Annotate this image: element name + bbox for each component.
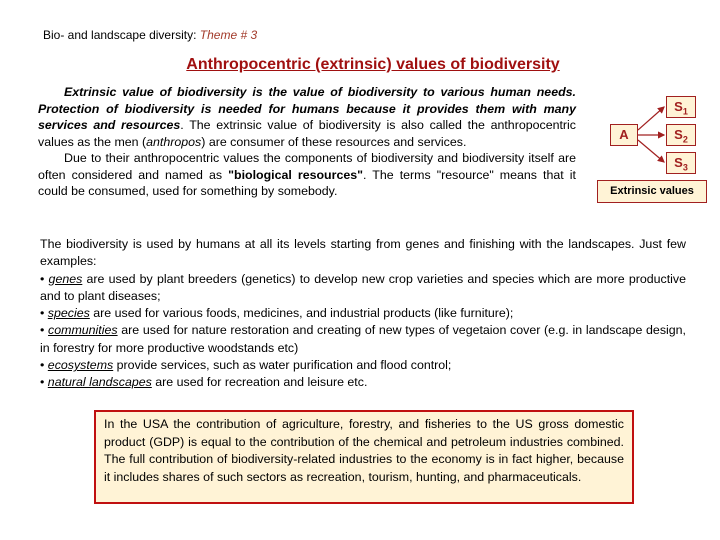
extrinsic-diagram	[592, 86, 708, 204]
node-s1-label: S	[674, 99, 683, 114]
node-s2-sub: 2	[682, 134, 688, 145]
item-term-communities: communities	[48, 323, 118, 338]
node-s2	[666, 124, 696, 146]
bullet: •	[40, 375, 45, 390]
list-item	[40, 322, 686, 357]
usa-callout-box: In the USA the contribution of agriculture, forestry, and fisheries to the US gross domestic product (GDP) is equal to the contribution of the chemical and petroleum industries combined. The full contribution of biodiversity-related industries to the economy is in fact higher, because it includes shares of such sectors as recreation, tourism, hunting, and pharmaceuticals.	[94, 410, 634, 504]
uses-intro: The biodiversity is used by humans at all its levels starting from genes and finishing with the landscapes. Just few examples:	[40, 237, 686, 269]
list-item	[40, 374, 686, 391]
node-s3-label: S	[674, 155, 683, 170]
intro-p2-a: Due to their anthropocentric values the components of biodiversity and biodiversity itself are often considered and named as	[38, 151, 576, 182]
node-s3-sub: 3	[682, 162, 688, 173]
item-text: are used for recreation and leisure etc.	[151, 375, 368, 390]
item-term-species: species	[47, 306, 90, 321]
bullet: •	[40, 271, 45, 286]
intro-p2-b: . The terms "resource" means that it could be consumed, used for something by somebody.	[38, 167, 576, 198]
node-a: A	[610, 124, 638, 146]
extrinsic-values-label: Extrinsic values	[597, 180, 707, 203]
node-s2-label: S	[674, 127, 683, 142]
item-term-natural-landscapes: natural landscapes	[47, 375, 152, 390]
list-item	[40, 271, 686, 306]
uses-section	[40, 236, 686, 392]
list-item	[40, 357, 686, 374]
node-s1-sub: 1	[682, 106, 688, 117]
item-text: are used by plant breeders (genetics) to develop new crop varieties and species which are more productive and to plant diseases;	[40, 271, 686, 303]
item-text: are used for various foods, medicines, and industrial products (like furniture);	[89, 306, 514, 321]
bullet: •	[40, 323, 45, 338]
list-item	[40, 305, 686, 322]
item-term-genes: genes	[48, 271, 83, 286]
intro-biological-resources: "biological resources"	[228, 167, 363, 182]
arrow-a-s1	[638, 107, 664, 130]
intro-text-a: . The extrinsic value of biodiversity is also called the anthropocentric values as the men (	[38, 118, 576, 149]
node-s3	[666, 152, 696, 174]
arrow-a-s3	[638, 140, 664, 162]
intro-anthropos: anthropos	[146, 134, 202, 149]
intro-paragraph-1	[38, 84, 576, 150]
bullet: •	[40, 306, 45, 321]
header-line	[43, 28, 257, 42]
page-title: Anthropocentric (extrinsic) values of biodiversity	[186, 56, 560, 73]
header-prefix: Bio- and landscape diversity:	[43, 28, 197, 42]
intro-text	[38, 84, 576, 200]
intro-text-b: ) are consumer of these resources and services.	[201, 134, 467, 149]
bullet: •	[40, 358, 45, 373]
item-term-ecosystems: ecosystems	[47, 358, 114, 373]
item-text: provide services, such as water purification and flood control;	[113, 358, 452, 373]
header-theme: Theme # 3	[199, 28, 258, 42]
node-s1	[666, 96, 696, 118]
intro-bold-definition: Extrinsic value of biodiversity is the value of biodiversity to various human needs. Protection of biodiversity is needed for humans because it provides them with many services and resources	[38, 85, 576, 132]
item-text: are used for nature restoration and creating of new types of vegetaion cover (e.g. in landscape design, in forestry for more productive woodstands etc)	[40, 323, 686, 355]
intro-paragraph-2	[38, 150, 576, 200]
